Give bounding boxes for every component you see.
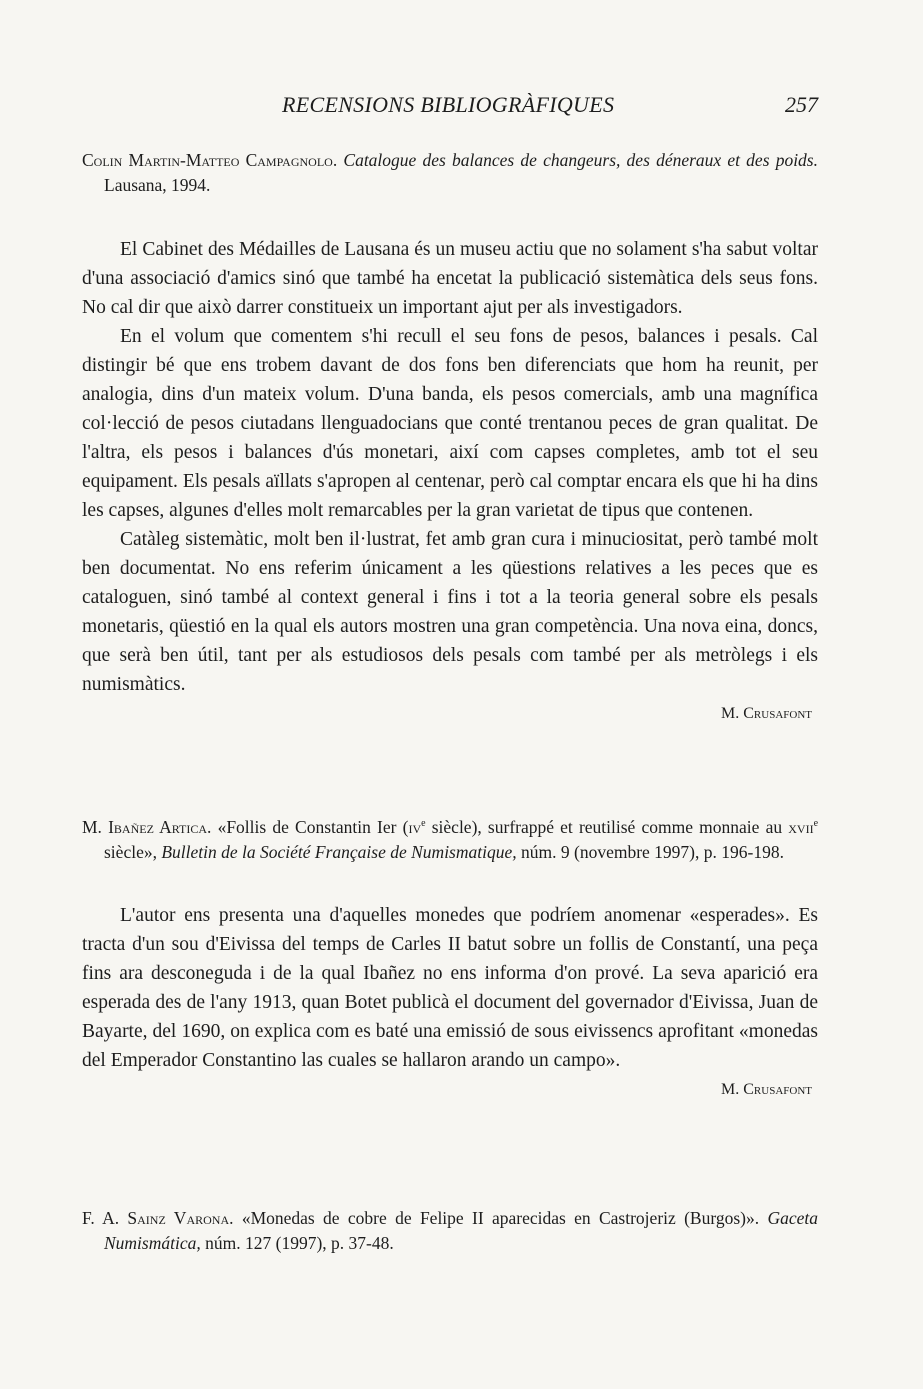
review-martin-campagnolo xyxy=(82,148,818,726)
citation xyxy=(82,1206,818,1256)
citation-journal: Gaceta Numismática, xyxy=(104,1208,818,1253)
citation-publication: Lausana, 1994. xyxy=(104,175,211,195)
citation-title: «Monedas de cobre de Felipe II aparecidas en Castrojeriz (Burgos)». xyxy=(241,1208,760,1228)
citation-title: Catalogue des balances de changeurs, des déneraux et des poids. xyxy=(343,150,818,170)
century-numeral: iv xyxy=(408,817,422,837)
review-ibanez-artica xyxy=(82,815,818,1102)
review-body xyxy=(82,235,818,699)
century-numeral: xvii xyxy=(788,817,814,837)
citation-author: Colin Martin-Matteo Campagnolo. xyxy=(82,150,338,170)
century-suffix: e xyxy=(813,818,819,829)
paragraph: El Cabinet des Médailles de Lausana és un museu actiu que no solament s'ha sabut voltar d'una associació d'amics sinó que també ha encetat la publicació sistemàtica dels seus fons. No cal dir que això darrer constitueix un important ajut per als investigadors. xyxy=(82,239,818,318)
paragraph: L'autor ens presenta una d'aquelles monedes que podríem anomenar «esperades». Es tracta d'un sou d'Eivissa del temps de Carles II batut sobre un follis de Constantí, una peça fins ara desconeguda i de la qual Ibañez no ens informa d'on prové. La seva aparició era esperada des de l'any 1913, quan Botet publicà el document del governador d'Eivissa, Juan de Bayarte, del 1690, on explica com es baté una emissió de sous eivissencs aprofitant «monedas del Emperador Constantino las cuales se hallaron arando un campo». xyxy=(82,905,818,1071)
citation-title-part1: «Follis de Constantin Ier ( xyxy=(217,817,409,837)
running-header xyxy=(82,92,818,124)
citation xyxy=(82,815,818,865)
review-body xyxy=(82,901,818,1075)
signature: M. Crusafont xyxy=(721,705,812,722)
page-number: 257 xyxy=(785,92,818,117)
citation-details: núm. 9 (novembre 1997), p. 196-198. xyxy=(521,842,784,862)
citation-author: M. Ibañez Artica. xyxy=(82,817,212,837)
review-sainz-varona xyxy=(82,1206,818,1256)
signature: M. Crusafont xyxy=(721,1081,812,1098)
running-title: RECENSIONS BIBLIOGRÀFIQUES xyxy=(282,92,615,117)
citation-title-part2: siècle), surfrappé et reutilisé comme monnaie au xyxy=(425,817,789,837)
citation xyxy=(82,148,818,198)
paragraph: Catàleg sistemàtic, molt ben il·lustrat, fet amb gran cura i minuciositat, però també molt ben documentat. No ens referim únicament a les qüestions relatives a les peces que es cataloguen, sinó també al context general i fins i tot a la teoria general sobre els pesals monetaris, qüestió en la qual els autors mostren una gran competència. Una nova eina, doncs, que serà ben útil, tant per als estudiosos dels pesals com també per als metròlegs i els numismàtics. xyxy=(82,529,818,695)
citation-author: F. A. Sainz Varona. xyxy=(82,1208,234,1228)
citation-journal: Bulletin de la Société Française de Numismatique, xyxy=(161,842,517,862)
paragraph: En el volum que comentem s'hi recull el seu fons de pesos, balances i pesals. Cal distingir bé que ens trobem davant de dos fons ben diferenciats que hom ha reunit, per analogia, dins d'un mateix volum. D'una banda, els pesos comercials, amb una magnífica col·lecció de pesos ciutadans llenguadocians que conté trentanou peces de gran qualitat. De l'altra, els pesos i balances d'ús monetari, així com capses completes, amb tot el seu equipament. Els pesals aïllats s'apropen al centenar, però cal comptar encara els que hi ha dins les capses, algunes d'elles molt remarcables per la gran varietat de tipus que contenen. xyxy=(82,326,818,521)
citation-details: núm. 127 (1997), p. 37-48. xyxy=(205,1233,394,1253)
century-suffix: e xyxy=(421,818,426,829)
citation-title-part3: siècle», xyxy=(104,842,157,862)
